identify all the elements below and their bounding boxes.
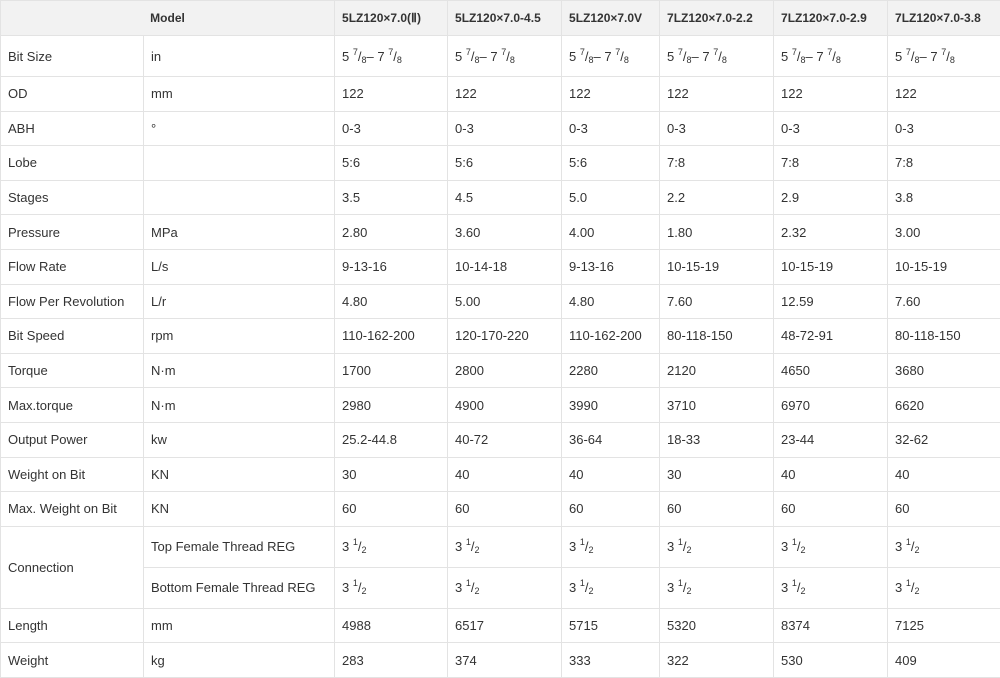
table-row bbox=[1, 319, 1000, 354]
row-label: Weight on Bit bbox=[1, 457, 144, 492]
value-cell: 322 bbox=[660, 643, 774, 678]
value-cell: 5.0 bbox=[562, 180, 660, 215]
row-unit: kg bbox=[144, 643, 335, 678]
row-label: ABH bbox=[1, 111, 144, 146]
value-cell: 9-13-16 bbox=[335, 249, 448, 284]
value-cell: 2.2 bbox=[660, 180, 774, 215]
table-row bbox=[1, 567, 1000, 608]
value-cell: 0-3 bbox=[660, 111, 774, 146]
value-cell: 3710 bbox=[660, 388, 774, 423]
value-cell: 7:8 bbox=[774, 146, 888, 181]
value-cell: 6970 bbox=[774, 388, 888, 423]
row-unit: KN bbox=[144, 457, 335, 492]
value-cell: 122 bbox=[448, 77, 562, 112]
value-cell: 5 $^7/_8-$ 7 $^7/_8$ bbox=[888, 36, 1000, 77]
value-cell: 8374 bbox=[774, 608, 888, 643]
value-cell: 4988 bbox=[335, 608, 448, 643]
value-cell: 5320 bbox=[660, 608, 774, 643]
value-cell: 3 $^1/_2$ bbox=[660, 567, 774, 608]
value-cell: 80-118-150 bbox=[660, 319, 774, 354]
value-cell: 2.9 bbox=[774, 180, 888, 215]
value-cell: 40 bbox=[888, 457, 1000, 492]
table-row bbox=[1, 388, 1000, 423]
value-cell: 3.00 bbox=[888, 215, 1000, 250]
value-cell: 60 bbox=[448, 492, 562, 527]
value-cell: 5:6 bbox=[335, 146, 448, 181]
value-cell: 6620 bbox=[888, 388, 1000, 423]
value-cell: 60 bbox=[888, 492, 1000, 527]
value-cell: 3 $^1/_2$ bbox=[888, 526, 1000, 567]
row-unit: Top Female Thread REG bbox=[144, 526, 335, 567]
value-cell: 122 bbox=[888, 77, 1000, 112]
value-cell: 48-72-91 bbox=[774, 319, 888, 354]
value-cell: 2800 bbox=[448, 353, 562, 388]
value-cell: 3 $^1/_2$ bbox=[562, 526, 660, 567]
value-cell: 2.80 bbox=[335, 215, 448, 250]
model-name: 7LZ120×7.0-2.9 bbox=[774, 1, 888, 36]
value-cell: 5 $^7/_8-$ 7 $^7/_8$ bbox=[660, 36, 774, 77]
value-cell: 4.5 bbox=[448, 180, 562, 215]
value-cell: 18-33 bbox=[660, 422, 774, 457]
value-cell: 3 $^1/_2$ bbox=[774, 567, 888, 608]
value-cell: 3.60 bbox=[448, 215, 562, 250]
value-cell: 2120 bbox=[660, 353, 774, 388]
row-label: OD bbox=[1, 77, 144, 112]
row-unit: L/s bbox=[144, 249, 335, 284]
row-label: Max.torque bbox=[1, 388, 144, 423]
row-unit: N·m bbox=[144, 388, 335, 423]
value-cell: 3 $^1/_2$ bbox=[448, 526, 562, 567]
value-cell: 3990 bbox=[562, 388, 660, 423]
row-label: Flow Rate bbox=[1, 249, 144, 284]
value-cell: 3 $^1/_2$ bbox=[335, 567, 448, 608]
value-cell: 10-14-18 bbox=[448, 249, 562, 284]
row-label: Weight bbox=[1, 643, 144, 678]
row-unit: KN bbox=[144, 492, 335, 527]
value-cell: 25.2-44.8 bbox=[335, 422, 448, 457]
value-cell: 40 bbox=[774, 457, 888, 492]
header-row bbox=[1, 1, 1000, 36]
model-name: 5LZ120×7.0-4.5 bbox=[448, 1, 562, 36]
row-label: Max. Weight on Bit bbox=[1, 492, 144, 527]
value-cell: 0-3 bbox=[448, 111, 562, 146]
value-cell: 4.80 bbox=[562, 284, 660, 319]
value-cell: 5 $^7/_8-$ 7 $^7/_8$ bbox=[774, 36, 888, 77]
table-row bbox=[1, 77, 1000, 112]
table-row bbox=[1, 180, 1000, 215]
model-header: Model bbox=[1, 1, 335, 36]
value-cell: 12.59 bbox=[774, 284, 888, 319]
value-cell: 3 $^1/_2$ bbox=[448, 567, 562, 608]
table-row bbox=[1, 249, 1000, 284]
value-cell: 9-13-16 bbox=[562, 249, 660, 284]
value-cell: 6517 bbox=[448, 608, 562, 643]
row-label: Connection bbox=[1, 526, 144, 608]
value-cell: 60 bbox=[335, 492, 448, 527]
value-cell: 4.00 bbox=[562, 215, 660, 250]
value-cell: 530 bbox=[774, 643, 888, 678]
value-cell: 0-3 bbox=[888, 111, 1000, 146]
row-unit: rpm bbox=[144, 319, 335, 354]
table-row bbox=[1, 457, 1000, 492]
value-cell: 1700 bbox=[335, 353, 448, 388]
value-cell: 333 bbox=[562, 643, 660, 678]
row-label: Lobe bbox=[1, 146, 144, 181]
value-cell: 40 bbox=[448, 457, 562, 492]
table-row bbox=[1, 643, 1000, 678]
value-cell: 80-118-150 bbox=[888, 319, 1000, 354]
value-cell: 4650 bbox=[774, 353, 888, 388]
value-cell: 30 bbox=[335, 457, 448, 492]
row-unit: kw bbox=[144, 422, 335, 457]
value-cell: 3 $^1/_2$ bbox=[562, 567, 660, 608]
value-cell: 7125 bbox=[888, 608, 1000, 643]
model-name: 5LZ120×7.0(Ⅱ) bbox=[335, 1, 448, 36]
model-name: 7LZ120×7.0-2.2 bbox=[660, 1, 774, 36]
value-cell: 5:6 bbox=[448, 146, 562, 181]
table-row bbox=[1, 422, 1000, 457]
value-cell: 5 $^7/_8-$ 7 $^7/_8$ bbox=[448, 36, 562, 77]
value-cell: 374 bbox=[448, 643, 562, 678]
value-cell: 3 $^1/_2$ bbox=[660, 526, 774, 567]
row-unit: ° bbox=[144, 111, 335, 146]
row-label: Stages bbox=[1, 180, 144, 215]
value-cell: 5715 bbox=[562, 608, 660, 643]
value-cell: 5:6 bbox=[562, 146, 660, 181]
value-cell: 5 $^7/_8-$ 7 $^7/_8$ bbox=[562, 36, 660, 77]
table-row bbox=[1, 492, 1000, 527]
value-cell: 2980 bbox=[335, 388, 448, 423]
value-cell: 32-62 bbox=[888, 422, 1000, 457]
row-unit bbox=[144, 180, 335, 215]
value-cell: 0-3 bbox=[335, 111, 448, 146]
value-cell: 0-3 bbox=[562, 111, 660, 146]
value-cell: 3.5 bbox=[335, 180, 448, 215]
value-cell: 7:8 bbox=[660, 146, 774, 181]
row-label: Torque bbox=[1, 353, 144, 388]
row-unit: mm bbox=[144, 77, 335, 112]
table-row bbox=[1, 284, 1000, 319]
table-row bbox=[1, 36, 1000, 77]
value-cell: 10-15-19 bbox=[774, 249, 888, 284]
value-cell: 122 bbox=[660, 77, 774, 112]
row-label: Bit Speed bbox=[1, 319, 144, 354]
value-cell: 10-15-19 bbox=[660, 249, 774, 284]
value-cell: 122 bbox=[562, 77, 660, 112]
row-unit bbox=[144, 146, 335, 181]
value-cell: 120-170-220 bbox=[448, 319, 562, 354]
value-cell: 10-15-19 bbox=[888, 249, 1000, 284]
value-cell: 60 bbox=[562, 492, 660, 527]
value-cell: 0-3 bbox=[774, 111, 888, 146]
table-row bbox=[1, 353, 1000, 388]
value-cell: 40 bbox=[562, 457, 660, 492]
value-cell: 110-162-200 bbox=[335, 319, 448, 354]
row-label: Output Power bbox=[1, 422, 144, 457]
model-name: 7LZ120×7.0-3.8 bbox=[888, 1, 1000, 36]
value-cell: 5 $^7/_8-$ 7 $^7/_8$ bbox=[335, 36, 448, 77]
model-name: 5LZ120×7.0V bbox=[562, 1, 660, 36]
value-cell: 4900 bbox=[448, 388, 562, 423]
table-row bbox=[1, 146, 1000, 181]
value-cell: 7:8 bbox=[888, 146, 1000, 181]
value-cell: 7.60 bbox=[888, 284, 1000, 319]
value-cell: 4.80 bbox=[335, 284, 448, 319]
value-cell: 283 bbox=[335, 643, 448, 678]
value-cell: 409 bbox=[888, 643, 1000, 678]
row-unit: L/r bbox=[144, 284, 335, 319]
spec-table-body bbox=[1, 36, 1000, 678]
value-cell: 122 bbox=[774, 77, 888, 112]
row-label: Pressure bbox=[1, 215, 144, 250]
value-cell: 3 $^1/_2$ bbox=[888, 567, 1000, 608]
value-cell: 3680 bbox=[888, 353, 1000, 388]
value-cell: 60 bbox=[774, 492, 888, 527]
table-row bbox=[1, 111, 1000, 146]
value-cell: 40-72 bbox=[448, 422, 562, 457]
value-cell: 36-64 bbox=[562, 422, 660, 457]
value-cell: 1.80 bbox=[660, 215, 774, 250]
value-cell: 3 $^1/_2$ bbox=[774, 526, 888, 567]
row-unit: N·m bbox=[144, 353, 335, 388]
row-unit: mm bbox=[144, 608, 335, 643]
value-cell: 23-44 bbox=[774, 422, 888, 457]
value-cell: 3.8 bbox=[888, 180, 1000, 215]
value-cell: 110-162-200 bbox=[562, 319, 660, 354]
row-unit: MPa bbox=[144, 215, 335, 250]
value-cell: 3 $^1/_2$ bbox=[335, 526, 448, 567]
value-cell: 30 bbox=[660, 457, 774, 492]
row-unit: in bbox=[144, 36, 335, 77]
value-cell: 60 bbox=[660, 492, 774, 527]
row-label: Length bbox=[1, 608, 144, 643]
row-unit: Bottom Female Thread REG bbox=[144, 567, 335, 608]
table-row bbox=[1, 215, 1000, 250]
value-cell: 2.32 bbox=[774, 215, 888, 250]
table-row bbox=[1, 526, 1000, 567]
table-row bbox=[1, 608, 1000, 643]
row-label: Flow Per Revolution bbox=[1, 284, 144, 319]
value-cell: 2280 bbox=[562, 353, 660, 388]
value-cell: 7.60 bbox=[660, 284, 774, 319]
value-cell: 5.00 bbox=[448, 284, 562, 319]
value-cell: 122 bbox=[335, 77, 448, 112]
row-label: Bit Size bbox=[1, 36, 144, 77]
